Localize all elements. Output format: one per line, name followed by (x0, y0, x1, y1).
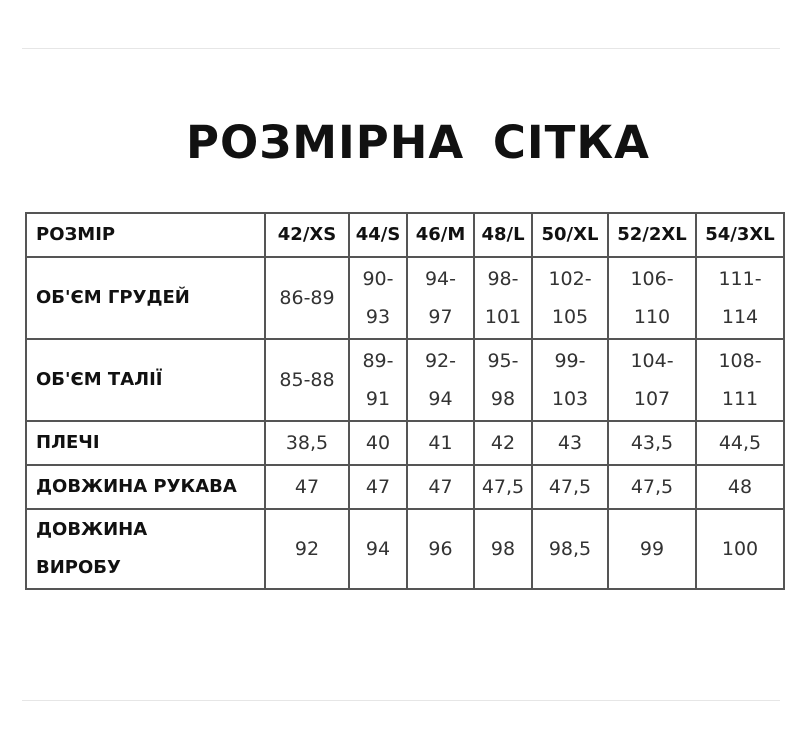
table-cell: 48 (696, 465, 784, 509)
table-cell: 47 (265, 465, 349, 509)
table-cell (474, 339, 532, 421)
table-cell: 47 (349, 465, 407, 509)
cell-text: 98- (487, 268, 519, 290)
row-label (26, 509, 265, 589)
header-cell-size: 48/L (474, 213, 532, 257)
table-cell: 47,5 (608, 465, 696, 509)
table-cell (407, 339, 474, 421)
table-cell: 47,5 (532, 465, 608, 509)
row-label (26, 421, 265, 465)
table-cell: 43 (532, 421, 608, 465)
top-divider (22, 48, 780, 49)
table-cell (407, 257, 474, 339)
table-cell: 41 (407, 421, 474, 465)
cell-text: 89- (362, 350, 394, 372)
cell-text: 97 (428, 306, 453, 328)
header-cell-size: 50/XL (532, 213, 608, 257)
cell-text: 85-88 (279, 369, 335, 391)
cell-text: 95- (487, 350, 519, 372)
table-cell: 94 (349, 509, 407, 589)
row-label (26, 465, 265, 509)
table-cell: 98 (474, 509, 532, 589)
table-row-waist (26, 339, 784, 421)
cell-text: 111- (718, 268, 762, 290)
table-cell (532, 257, 608, 339)
cell-text: 91 (365, 388, 391, 410)
header-cell-size: 54/3XL (696, 213, 784, 257)
cell-text: 86-89 (279, 287, 335, 309)
cell-text: 108- (718, 350, 762, 372)
table-cell (696, 257, 784, 339)
table-cell (265, 257, 349, 339)
table-cell: 44,5 (696, 421, 784, 465)
table-cell: 100 (696, 509, 784, 589)
table-cell: 42 (474, 421, 532, 465)
cell-text: 94- (424, 268, 457, 290)
row-label (26, 257, 265, 339)
cell-text: 92- (424, 350, 457, 372)
header-cell-size: 52/2XL (608, 213, 696, 257)
cell-text: 94 (428, 388, 453, 410)
row-label-text: ПЛЕЧІ (36, 432, 100, 453)
table-cell: 47,5 (474, 465, 532, 509)
table-cell: 40 (349, 421, 407, 465)
table-cell: 99 (608, 509, 696, 589)
table-cell (474, 257, 532, 339)
cell-text: 107 (633, 388, 671, 410)
cell-text: 105 (551, 306, 589, 328)
row-label-text: ВИРОБУ (36, 557, 121, 578)
table-cell: 47 (407, 465, 474, 509)
table-cell (608, 257, 696, 339)
table-cell: 43,5 (608, 421, 696, 465)
table-header-row (26, 213, 784, 257)
table-cell: 96 (407, 509, 474, 589)
table-cell (696, 339, 784, 421)
page-title: РОЗМІРНА СІТКА (186, 116, 650, 169)
cell-text: 111 (721, 388, 759, 410)
cell-text: 90- (362, 268, 394, 290)
table-cell: 92 (265, 509, 349, 589)
row-label-text: ДОВЖИНА (36, 519, 148, 540)
table-cell (265, 339, 349, 421)
cell-text: 114 (721, 306, 759, 328)
cell-text: 104- (630, 350, 674, 372)
table-cell (349, 339, 407, 421)
table-cell: 38,5 (265, 421, 349, 465)
table-cell (532, 339, 608, 421)
table-cell (349, 257, 407, 339)
header-cell-size-label: РОЗМІР (26, 213, 265, 257)
table-row-product-length (26, 509, 784, 589)
header-cell-size: 42/XS (265, 213, 349, 257)
cell-text: 101 (484, 306, 522, 328)
size-chart-table (25, 212, 785, 590)
cell-text: 106- (630, 268, 674, 290)
table-row-chest (26, 257, 784, 339)
cell-text: 93 (365, 306, 391, 328)
header-cell-size: 44/S (349, 213, 407, 257)
row-label-text: ДОВЖИНА РУКАВА (36, 476, 237, 497)
bottom-divider (22, 700, 780, 701)
cell-text: 103 (551, 388, 589, 410)
cell-text: 99- (554, 350, 586, 372)
row-label-text: ОБ'ЄМ ГРУДЕЙ (36, 287, 190, 308)
cell-text: 102- (548, 268, 592, 290)
row-label-text: ОБ'ЄМ ТАЛІЇ (36, 369, 163, 390)
row-label (26, 339, 265, 421)
table-cell (608, 339, 696, 421)
table-row-shoulders (26, 421, 784, 465)
cell-text: 110 (633, 306, 671, 328)
table-cell: 98,5 (532, 509, 608, 589)
header-cell-size: 46/M (407, 213, 474, 257)
cell-text: 98 (490, 388, 516, 410)
table-row-sleeve-length (26, 465, 784, 509)
